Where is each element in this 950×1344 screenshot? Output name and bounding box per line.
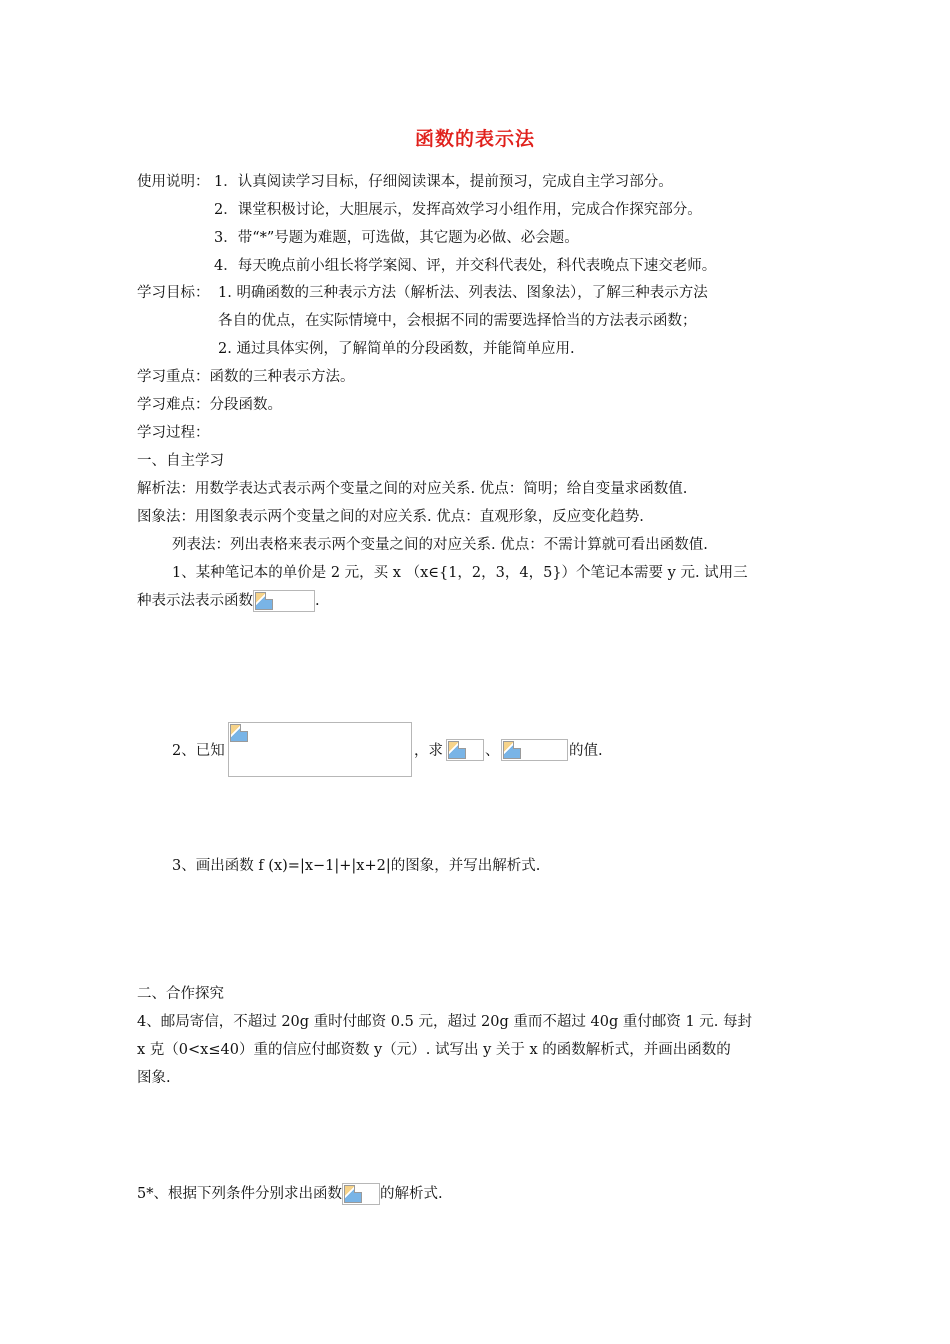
question-2-ask: ，求	[414, 743, 443, 759]
broken-image-icon	[228, 722, 412, 777]
section-2-heading: 二、合作探究	[137, 986, 224, 1002]
difficulty: 学习难点：分段函数。	[137, 397, 282, 413]
question-5	[137, 1183, 443, 1205]
question-3: 3、画出函数 f (x)=|x−1|+|x+2|的图象，并写出解析式.	[172, 858, 541, 874]
objectives-label: 学习目标：	[137, 285, 210, 301]
broken-image-icon	[446, 739, 484, 761]
objective-1-line-1: 1. 明确函数的三种表示方法（解析法、列表法、图象法），了解三种表示方法	[218, 285, 708, 301]
objective-2: 2. 通过具体实例，了解简单的分段函数，并能简单应用.	[218, 341, 575, 357]
broken-image-icon	[342, 1183, 380, 1205]
objective-1-line-2: 各自的优点，在实际情境中，会根据不同的需要选择恰当的方法表示函数；	[218, 313, 697, 329]
question-5-text: 5*、根据下列条件分别求出函数	[137, 1186, 342, 1202]
key-point: 学习重点：函数的三种表示方法。	[137, 369, 355, 385]
instruction-item-1: 1．认真阅读学习目标，仔细阅读课本，提前预习，完成自主学习部分。	[214, 174, 673, 190]
analytic-method: 解析法：用数学表达式表示两个变量之间的对应关系. 优点：简明；给自变量求函数值.	[137, 481, 688, 497]
instruction-item-3: 3．带“*”号题为难题，可选做，其它题为必做、必会题。	[214, 230, 579, 246]
question-1-line-1: 1、某种笔记本的单价是 2 元，买 x （x∈{1，2，3，4，5}）个笔记本需要 y 元. 试用三	[172, 565, 748, 581]
question-2-prefix: 2、已知	[172, 743, 225, 759]
broken-image-icon	[501, 739, 568, 761]
question-1-line-2	[137, 590, 320, 612]
instruction-item-4: 4．每天晚点前小组长将学案阅、评，并交科代表处，科代表晚点下速交老师。	[214, 258, 717, 274]
question-1-text: 种表示法表示函数	[137, 593, 253, 609]
broken-image-icon	[253, 590, 315, 612]
question-2-suffix: 的值.	[569, 743, 603, 759]
table-method: 列表法：列出表格来表示两个变量之间的对应关系. 优点：不需计算就可看出函数值.	[172, 537, 708, 553]
process-label: 学习过程：	[137, 425, 210, 441]
instruction-item-2: 2．课堂积极讨论，大胆展示，发挥高效学习小组作用，完成合作探究部分。	[214, 202, 702, 218]
graph-method: 图象法：用图象表示两个变量之间的对应关系. 优点：直观形象，反应变化趋势.	[137, 509, 644, 525]
question-4-line-3: 图象.	[137, 1070, 171, 1086]
question-1-period: .	[315, 593, 320, 609]
section-1-heading: 一、自主学习	[137, 453, 224, 469]
document-title: 函数的表示法	[414, 128, 535, 150]
instructions-label: 使用说明：	[137, 174, 210, 190]
question-5-suffix: 的解析式.	[379, 1186, 443, 1202]
question-2-separator: 、	[485, 743, 500, 759]
question-4-line-1: 4、邮局寄信，不超过 20g 重时付邮资 0.5 元，超过 20g 重而不超过 40g 重付邮资 1 元. 每封	[137, 1014, 753, 1030]
question-4-line-2: x 克（0<x≤40）重的信应付邮资数 y（元）. 试写出 y 关于 x 的函数解析式，并画出函数的	[137, 1042, 731, 1058]
